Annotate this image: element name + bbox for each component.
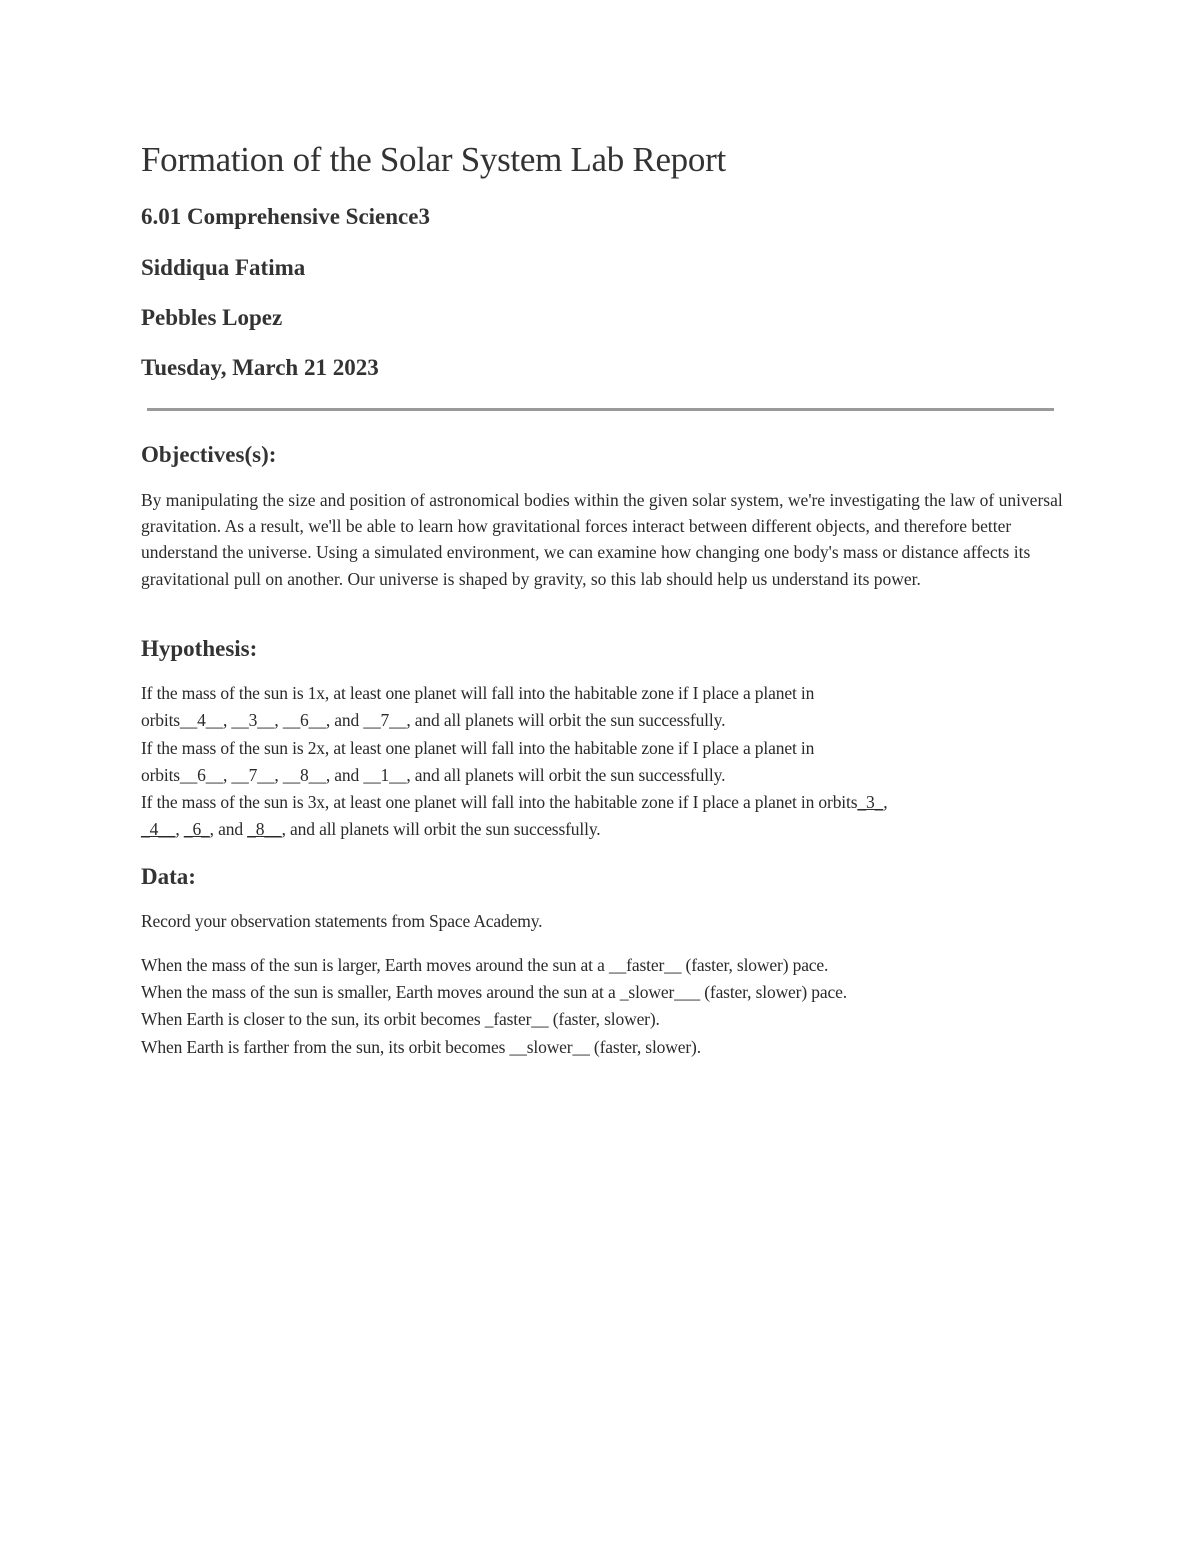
orbit-blank-8: _8__ (247, 819, 282, 839)
orbit-blank-4: _4__ (141, 819, 176, 839)
hypothesis-heading: Hypothesis: (141, 636, 258, 661)
hypothesis-sep-2: , and (209, 819, 248, 839)
student-name: Siddiqua Fatima (141, 255, 306, 280)
observation-2: When the mass of the sun is smaller, Earth moves around the sun at a _slower___ (faster, slower) pace. (141, 982, 847, 1002)
orbit-blank-6: _6_ (183, 819, 210, 839)
hypothesis-line-5 (141, 792, 887, 813)
orbit-blank-3: _3_ (857, 792, 884, 812)
horizontal-rule (147, 408, 1054, 411)
hypothesis-line-6-end: , and all planets will orbit the sun successfully. (281, 819, 601, 839)
data-intro: Record your observation statements from Space Academy. (141, 911, 543, 931)
report-title: Formation of the Solar System Lab Report (141, 140, 726, 179)
hypothesis-line-4: orbits__6__, __7__, __8__, and __1__, and all planets will orbit the sun successfully. (141, 765, 726, 785)
hypothesis-line-5-text: If the mass of the sun is 3x, at least one planet will fall into the habitable zone if I place a planet in orbits (141, 792, 858, 812)
objectives-paragraph: By manipulating the size and position of astronomical bodies within the given solar system, we're investigating the law of universal gravitation. As a result, we'll be able to learn how gravitational forces interact between different objects, and therefore better understand the universe. Using a simulated environment, we can examine how changing one body's mass or distance affects its gravitational pull on another. Our universe is shaped by gravity, so this lab should help us understand its power. (141, 490, 1063, 589)
hypothesis-line-2: orbits__4__, __3__, __6__, and __7__, and all planets will orbit the sun successfully. (141, 710, 726, 730)
hypothesis-line-3: If the mass of the sun is 2x, at least one planet will fall into the habitable zone if I place a planet in (141, 738, 815, 758)
teacher-name: Pebbles Lopez (141, 305, 283, 330)
course-name: 6.01 Comprehensive Science3 (141, 204, 430, 229)
observation-1: When the mass of the sun is larger, Earth moves around the sun at a __faster__ (faster, slower) pace. (141, 955, 829, 975)
hypothesis-line-6 (141, 819, 601, 840)
report-date: Tuesday, March 21 2023 (141, 355, 379, 380)
observation-4: When Earth is farther from the sun, its orbit becomes __slower__ (faster, slower). (141, 1037, 701, 1057)
data-heading: Data: (141, 864, 196, 889)
objectives-heading: Objectives(s): (141, 442, 277, 467)
observation-3: When Earth is closer to the sun, its orbit becomes _faster__ (faster, slower). (141, 1009, 660, 1029)
hypothesis-line-5-comma: , (883, 792, 888, 812)
hypothesis-line-1: If the mass of the sun is 1x, at least one planet will fall into the habitable zone if I place a planet in (141, 683, 815, 703)
hypothesis-sep-1: , (175, 819, 184, 839)
